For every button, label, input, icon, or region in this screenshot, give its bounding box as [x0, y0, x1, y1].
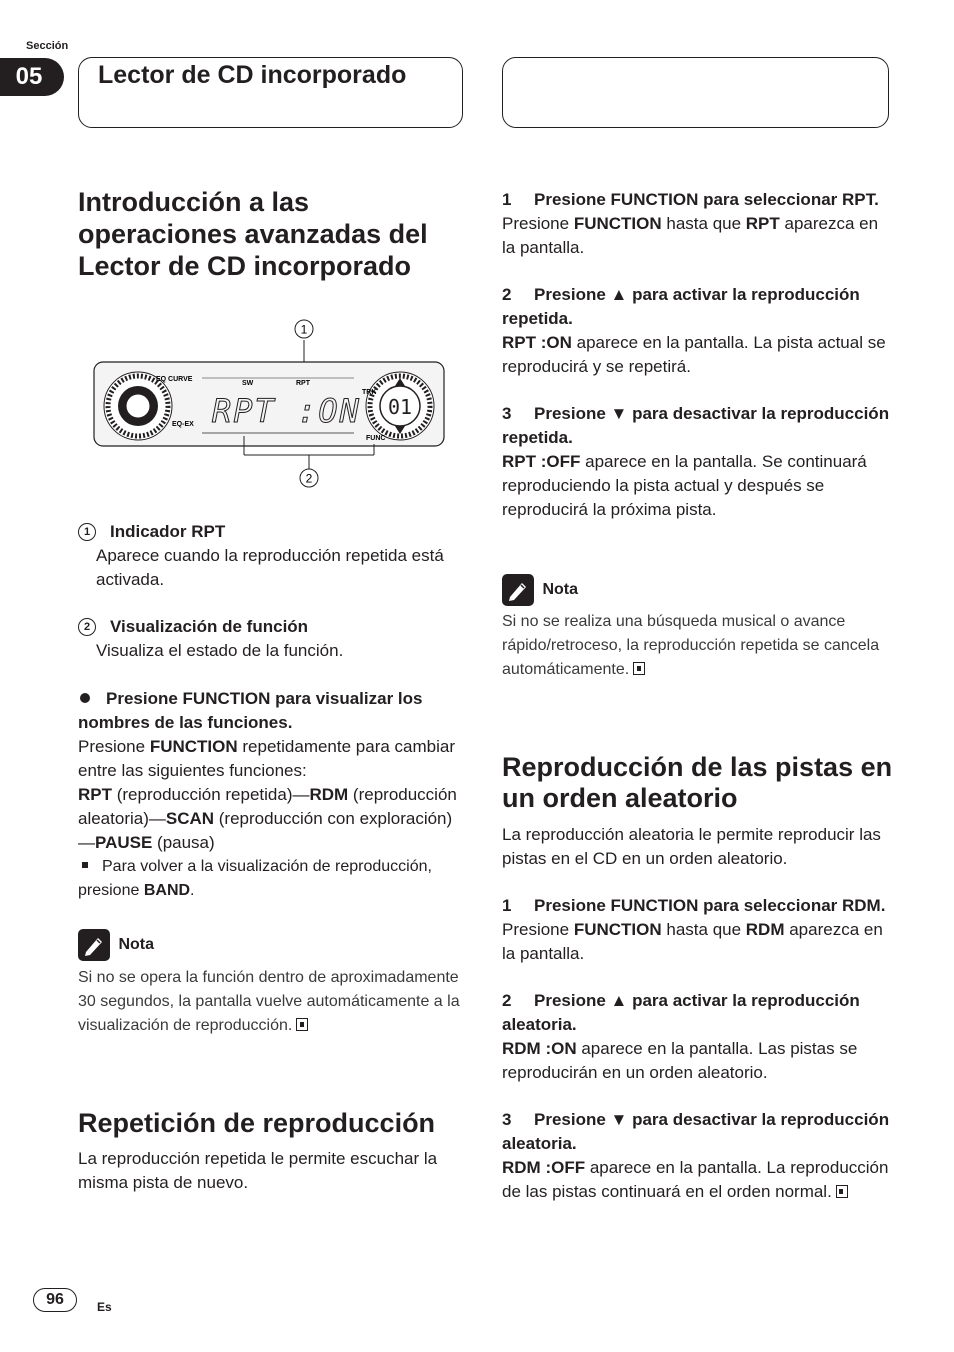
square-bullet: [82, 862, 88, 868]
callout-item-1-number: 1: [78, 523, 96, 541]
keyword-rdm: RDM: [309, 785, 349, 804]
keyword: RDM :ON: [502, 1039, 577, 1058]
trk-label: TRK: [362, 389, 377, 396]
step-number: 2: [502, 285, 512, 304]
text-run: (reproducción con exploración)—: [78, 809, 453, 852]
random-heading: Reproducción de las pistas en un orden aleatorio: [502, 752, 893, 813]
text-run: Para volver a la visualización de reproducción, presione: [78, 858, 432, 899]
function-bullet-heading: Presione FUNCTION para visualizar los nombres de las funciones.: [78, 689, 423, 732]
step-title: Presione ▲ para activar la reproducción aleatoria.: [502, 991, 860, 1034]
keyword: RPT :OFF: [502, 452, 581, 471]
section-label: Sección: [26, 40, 69, 52]
chapter-title: Lector de CD incorporado: [98, 61, 407, 89]
text-run: Presione: [78, 737, 150, 756]
keyword: RPT: [745, 214, 780, 233]
text-run: hasta que: [661, 214, 746, 233]
end-mark-icon: [296, 1018, 308, 1031]
nota-label: Nota: [542, 581, 579, 599]
text-run: .: [190, 882, 195, 899]
display-figure: [92, 318, 448, 493]
keyword-function: FUNCTION: [149, 737, 238, 756]
end-mark-icon: [633, 662, 645, 675]
eq-curve-label: EQ CURVE: [156, 376, 193, 383]
page-number: 96: [33, 1288, 77, 1312]
text-run: aparezca en la pantalla.: [502, 214, 879, 257]
step-number: 3: [502, 1110, 512, 1129]
nota-label: Nota: [118, 936, 155, 954]
step-rpt-3: [502, 402, 890, 522]
keyword-pause: PAUSE: [95, 833, 153, 852]
step-number: 1: [502, 190, 512, 209]
function-bullet: [78, 687, 466, 903]
step-title: Presione ▲ para activar la reproducción repetida.: [502, 285, 860, 328]
sub-bullet: [78, 855, 466, 903]
nota-text: Si no se realiza una búsqueda musical o avance rápido/retroceso, la reproducción repetida se cancela automáticamente.: [502, 613, 880, 678]
callout-2-label: 2: [305, 471, 313, 486]
function-list: [78, 783, 466, 855]
callout-item-2-title: Visualización de función: [110, 617, 309, 636]
keyword: FUNCTION: [573, 214, 662, 233]
eq-ex-label: EQ-EX: [172, 421, 194, 428]
end-mark-icon: [836, 1185, 848, 1198]
bullet-dot: [80, 693, 90, 703]
keyword: RDM: [745, 920, 785, 939]
callout-item-1-desc: Aparece cuando la reproducción repetida está activada.: [96, 546, 444, 589]
empty-header-box: [502, 57, 889, 128]
callout-1-label: 1: [300, 322, 308, 337]
step-title: Presione FUNCTION para seleccionar RDM.: [534, 896, 886, 915]
pencil-note-icon: [502, 574, 534, 606]
segment-display-text: RPT :ON: [212, 392, 361, 430]
random-steps: [502, 894, 890, 1204]
text-run: repetidamente para cambiar entre las siguientes funciones:: [78, 737, 455, 780]
callout-item-2: [78, 615, 463, 663]
callout-item-1: [78, 520, 463, 592]
callout-item-1-title: Indicador RPT: [110, 522, 226, 541]
text-run: (reproducción aleatoria)—: [78, 785, 457, 828]
nota-right-header: [502, 574, 578, 606]
keyword-band: BAND: [143, 882, 191, 899]
nota-left-text: [78, 966, 463, 1038]
language-code: Es: [97, 1300, 112, 1314]
nota-text: Si no se opera la función dentro de aproximadamente 30 segundos, la pantalla vuelve automáticamente a la visualización de reproducción.: [78, 969, 460, 1034]
nota-right-text: [502, 610, 887, 682]
step-title: Presione ▼ para desactivar la reproducción repetida.: [502, 404, 890, 447]
func-label: FUNC: [366, 435, 386, 442]
repeat-steps: [502, 188, 890, 522]
sw-label: SW: [242, 380, 254, 387]
nota-left-header: [78, 929, 154, 961]
text-run: aparezca en la pantalla.: [502, 920, 883, 963]
keyword-rpt: RPT: [78, 785, 112, 804]
text-run: (pausa): [152, 833, 215, 852]
step-title: Presione FUNCTION para seleccionar RPT.: [534, 190, 879, 209]
rpt-indicator: RPT: [296, 380, 310, 387]
track-number: 01: [387, 395, 413, 419]
text-run: aparece en la pantalla. Las pistas se reproducirán en un orden aleatorio.: [502, 1039, 858, 1082]
text-run: aparece en la pantalla. La pista actual se reproducirá y se repetirá.: [502, 333, 886, 376]
keyword: RPT :ON: [502, 333, 572, 352]
section-number-tab: 05: [0, 58, 64, 96]
step-rpt-2: [502, 283, 890, 379]
text-run: aparece en la pantalla. Se continuará reproduciendo la pista actual y después se reproducirá la próxima pista.: [502, 452, 867, 519]
keyword-scan: SCAN: [165, 809, 215, 828]
text-run: hasta que: [661, 920, 746, 939]
step-number: 2: [502, 991, 512, 1010]
pencil-note-icon: [78, 929, 110, 961]
step-rdm-2: [502, 989, 890, 1085]
text-run: Presione: [502, 214, 574, 233]
repeat-heading: Repetición de reproducción: [78, 1108, 436, 1138]
text-run: (reproducción repetida)—: [112, 785, 310, 804]
head-unit-display-illustration: [92, 318, 448, 493]
step-rdm-3: [502, 1108, 890, 1204]
text-run: Presione: [502, 920, 574, 939]
callout-item-2-number: 2: [78, 618, 96, 636]
random-intro: La reproducción aleatoria le permite reproducir las pistas en el CD en un orden aleatorio.: [502, 825, 881, 868]
intro-heading: Introducción a las operaciones avanzadas del Lector de CD incorporado: [78, 187, 428, 281]
step-title: Presione ▼ para desactivar la reproducción aleatoria.: [502, 1110, 890, 1153]
step-rdm-1: [502, 894, 890, 966]
step-number: 3: [502, 404, 512, 423]
step-number: 1: [502, 896, 512, 915]
step-rpt-1: [502, 188, 890, 260]
repeat-intro: La reproducción repetida le permite escuchar la misma pista de nuevo.: [78, 1149, 438, 1192]
text-run: aparece en la pantalla. La reproducción de las pistas continuará en el orden normal.: [502, 1158, 889, 1201]
callout-item-2-desc: Visualiza el estado de la función.: [96, 641, 344, 660]
keyword: RDM :OFF: [502, 1158, 586, 1177]
keyword: FUNCTION: [573, 920, 662, 939]
